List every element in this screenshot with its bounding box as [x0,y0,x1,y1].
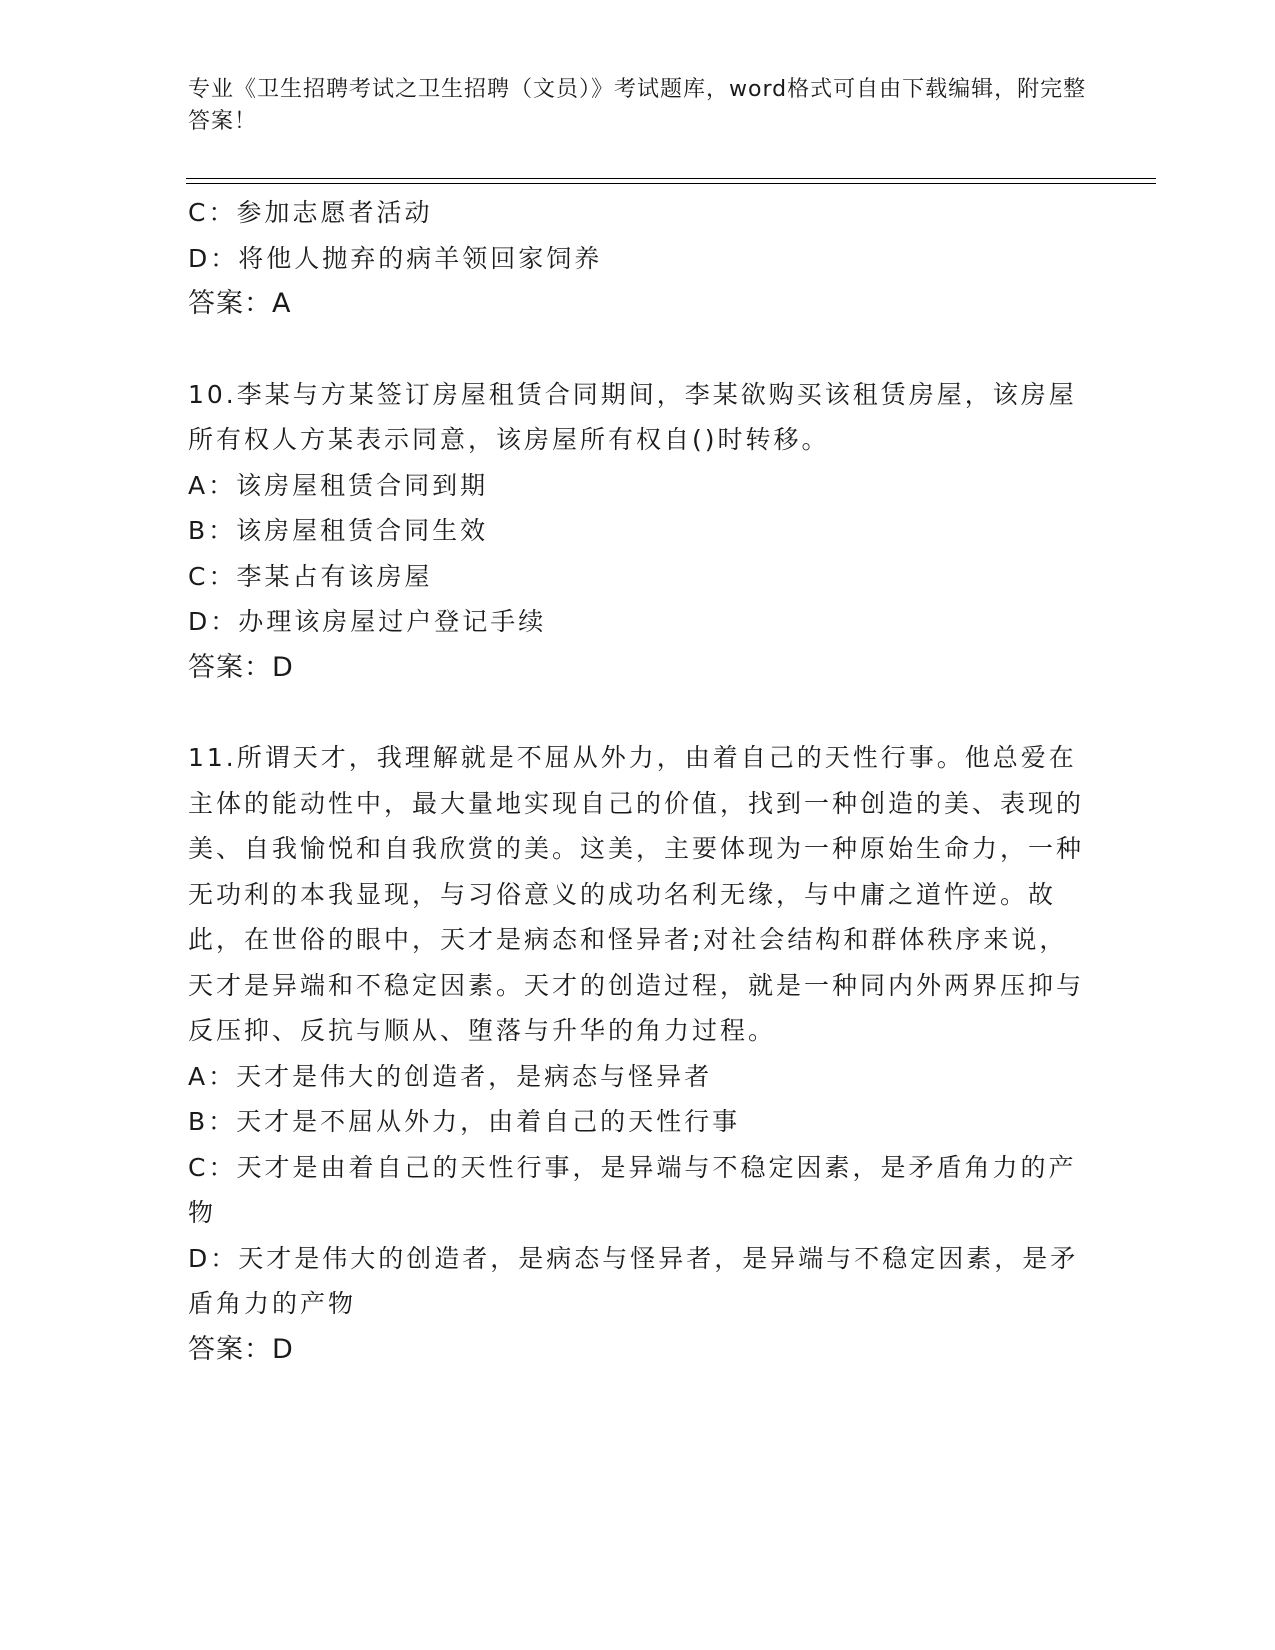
option-c: C：天才是由着自己的天性行事，是异端与不稳定因素，是矛盾角力的产物 [188,1152,1077,1227]
answer: 答案：D [188,1333,294,1365]
question-stem: 10.李某与方某签订房屋租赁合同期间，李某欲购买该租赁房屋，该房屋所有权人方某表示同意，该房屋所有权自()时转移。 [188,379,1077,454]
answer: 答案：D [188,651,294,683]
answer: 答案：A [188,288,292,319]
option-a: A：天才是伟大的创造者，是病态与怪异者 [188,1061,713,1091]
option-c: C：参加志愿者活动 [188,198,433,227]
option-b: B：天才是不屈从外力，由着自己的天性行事 [188,1107,741,1136]
header-rule-bottom [186,183,1156,184]
option-d: D：将他人抛弃的病羊领回家饲养 [188,243,603,273]
option-a: A：该房屋租赁合同到期 [188,470,489,500]
question-content [188,190,1088,1372]
option-d: D：办理该房屋过户登记手续 [188,607,547,636]
option-c: C：李某占有该房屋 [188,561,433,591]
header-rule-top [186,178,1156,179]
question-stem: 11.所谓天才，我理解就是不屈从外力，由着自己的天性行事。他总爱在主体的能动性中，最大量地实现自己的价值，找到一种创造的美、表现的美、自我愉悦和自我欣赏的美。这美，主要体现为一种原始生命力，一种无功利的本我显现，与习俗意义的成功名利无缘，与中庸之道忤逆。故此，在世俗的眼中，天才是病态和怪异者;对社会结构和群体秩序来说，天才是异端和不稳定因素。天才的创造过程，就是一种同内外两界压抑与反压抑、反抗与顺从、堕落与升华的角力过程。 [188,743,1085,1045]
question-10 [188,372,1088,691]
page-header: 专业《卫生招聘考试之卫生招聘（文员）》考试题库，word格式可自由下载编辑，附完整答案！ [188,77,1087,134]
option-d: D：天才是伟大的创造者，是病态与怪异者，是异端与不稳定因素，是矛盾角力的产物 [188,1243,1079,1318]
question-9-tail [188,190,1088,327]
question-11 [188,735,1088,1372]
option-b: B：该房屋租赁合同生效 [188,516,489,545]
